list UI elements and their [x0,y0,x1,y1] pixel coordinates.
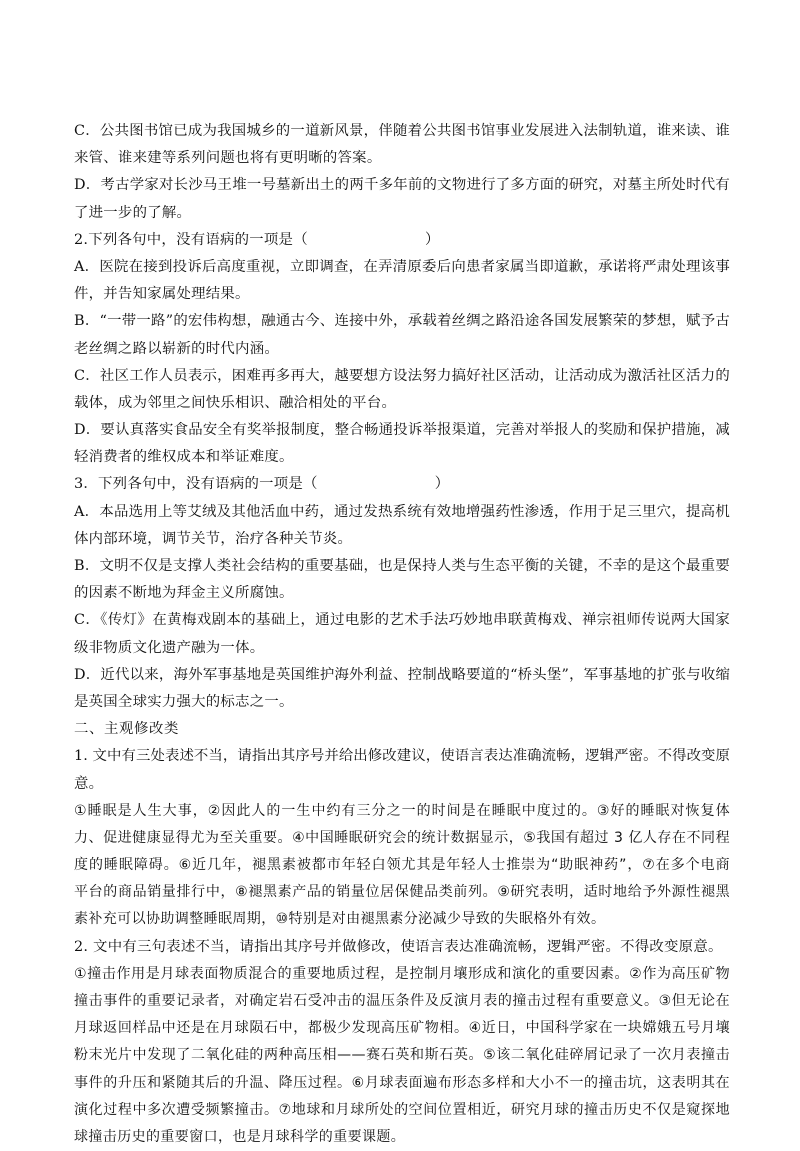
document-page [74,118,730,1151]
passage-line: 粉末光片中发现了二氧化硅的两种高压相——赛石英和斯石英。⑤该二氧化硅碎屑记录了一次月表撞击 [74,1047,730,1064]
passage-block [74,798,730,934]
text-line: A．医院在接到投诉后高度重视，立即调查，在弄清原委后向患者家属当即道歉，承诺将严肃处理该事 [74,258,730,275]
passage-line: ①撞击作用是月球表面物质混合的重要地质过程，是控制月壤形成和演化的重要因素。②作为高压矿物 [74,965,730,982]
text-line: 老丝绸之路以崭新的时代内涵。 [74,340,279,357]
text-line: 3．下列各句中，没有语病的一项是（ ） [74,476,450,493]
text-line: C．《传灯》在黄梅戏剧本的基础上，通过电影的艺术手法巧妙地串联黄梅戏、禅宗祖师传说两大国家 [74,612,730,629]
passage-line: 素补充可以协助调整睡眠周期，⑩特别是对由褪黑素分泌减少导致的失眠格外有效。 [74,911,606,928]
passage-line: ①睡眠是人生大事，②因此人的一生中约有三分之一的时间是在睡眠中度过的。③好的睡眠对恢复体 [74,802,730,819]
text-line: 2.下列各句中，没有语病的一项是（ ） [74,231,440,248]
text-line: 件，并告知家属处理结果。 [74,286,250,303]
text-line: 2. 文中有三句表述不当，请指出其序号并做修改，使语言表达准确流畅，逻辑严密。不得改变原意。 [74,938,723,955]
text-line: A．本品选用上等艾绒及其他活血中药，通过发热系统有效地增强药性渗透，作用于足三里穴，提高机 [74,503,730,520]
text-line: C．社区工作人员表示，困难再多再大，越要想方设法努力搞好社区活动，让活动成为激活社区活力的 [74,367,730,384]
text-line: B．文明不仅是支撑人类社会结构的重要基础，也是保持人类与生态平衡的关键，不幸的是这个最重要 [74,558,730,574]
text-line: 了进一步的了解。 [74,204,192,221]
passage-line: 力、促进健康显得尤为至关重要。④中国睡眠研究会的统计数据显示，⑤我国有超过 3 亿人存在不同程 [74,829,730,846]
passage-line: 度的睡眠障碍。⑥近几年，褪黑素被都市年轻白领尤其是年轻人士推崇为“助眠神药”，⑦在多个电商 [74,857,730,874]
passage-line: 月球返回样品中还是在月球陨石中，都极少发现高压矿物相。④近日，中国科学家在一块嫦娥五号月壤 [74,1020,730,1037]
text-line: C．公共图书馆已成为我国城乡的一道新风景，伴随着公共图书馆事业发展进入法制轨道，谁来读、谁 [74,123,730,139]
text-line: D．要认真落实食品安全有奖举报制度，整合畅通投诉举报渠道，完善对举报人的奖励和保护措施，减 [74,422,730,439]
text-line: 来管、谁来建等系列问题也将有更明晰的答案。 [74,150,382,167]
passage-line: 演化过程中多次遭受频繁撞击。⑦地球和月球所处的空间位置相近，研究月球的撞击历史不仅是窥探地 [74,1101,730,1118]
text-line: 意。 [74,775,104,792]
passage-line: 撞击事件的重要记录者，对确定岩石受冲击的温压条件及反演月表的撞击过程有重要意义。③但无论在 [74,993,730,1009]
passage-block [74,961,730,1151]
text-line: 的因素不断地为拜金主义所腐蚀。 [74,585,294,602]
text-line: 级非物质文化遗产融为一体。 [74,639,265,656]
passage-line: 平台的商品销量排行中，⑧褪黑素产品的销量位居保健品类前列。⑨研究表明，适时地给予外源性褪黑 [74,884,730,901]
text-line: 二、主观修改类 [74,721,179,738]
passage-line: 球撞击历史的重要窗口，也是月球科学的重要课题。 [74,1128,406,1145]
passage-line: 事件的升压和紧随其后的升温、降压过程。⑥月球表面遍布形态多样和大小不一的撞击坑，这表明其在 [74,1074,730,1091]
text-line: 是英国全球实力强大的标志之一。 [74,693,294,710]
text-line: D．考古学家对长沙马王堆一号墓新出土的两千多年前的文物进行了多方面的研究，对墓主所处时代有 [74,177,730,194]
text-line: D．近代以来，海外军事基地是英国维护海外利益、控制战略要道的“桥头堡”，军事基地的扩张与收缩 [74,666,730,683]
text-line: 体内部环境，调节关节，治疗各种关节炎。 [74,530,353,547]
text-line: 载体，成为邻里之间快乐相识、融洽相处的平台。 [74,394,397,411]
text-line: 1. 文中有三处表述不当，请指出其序号并给出修改建议，使语言表达准确流畅，逻辑严密。不得改变原 [74,748,730,765]
text-line: 轻消费者的维权成本和举证难度。 [74,449,294,466]
text-line: B．“一带一路”的宏伟构想，融通古今、连接中外，承载着丝绸之路沿途各国发展繁荣的梦想，赋予古 [74,313,730,330]
